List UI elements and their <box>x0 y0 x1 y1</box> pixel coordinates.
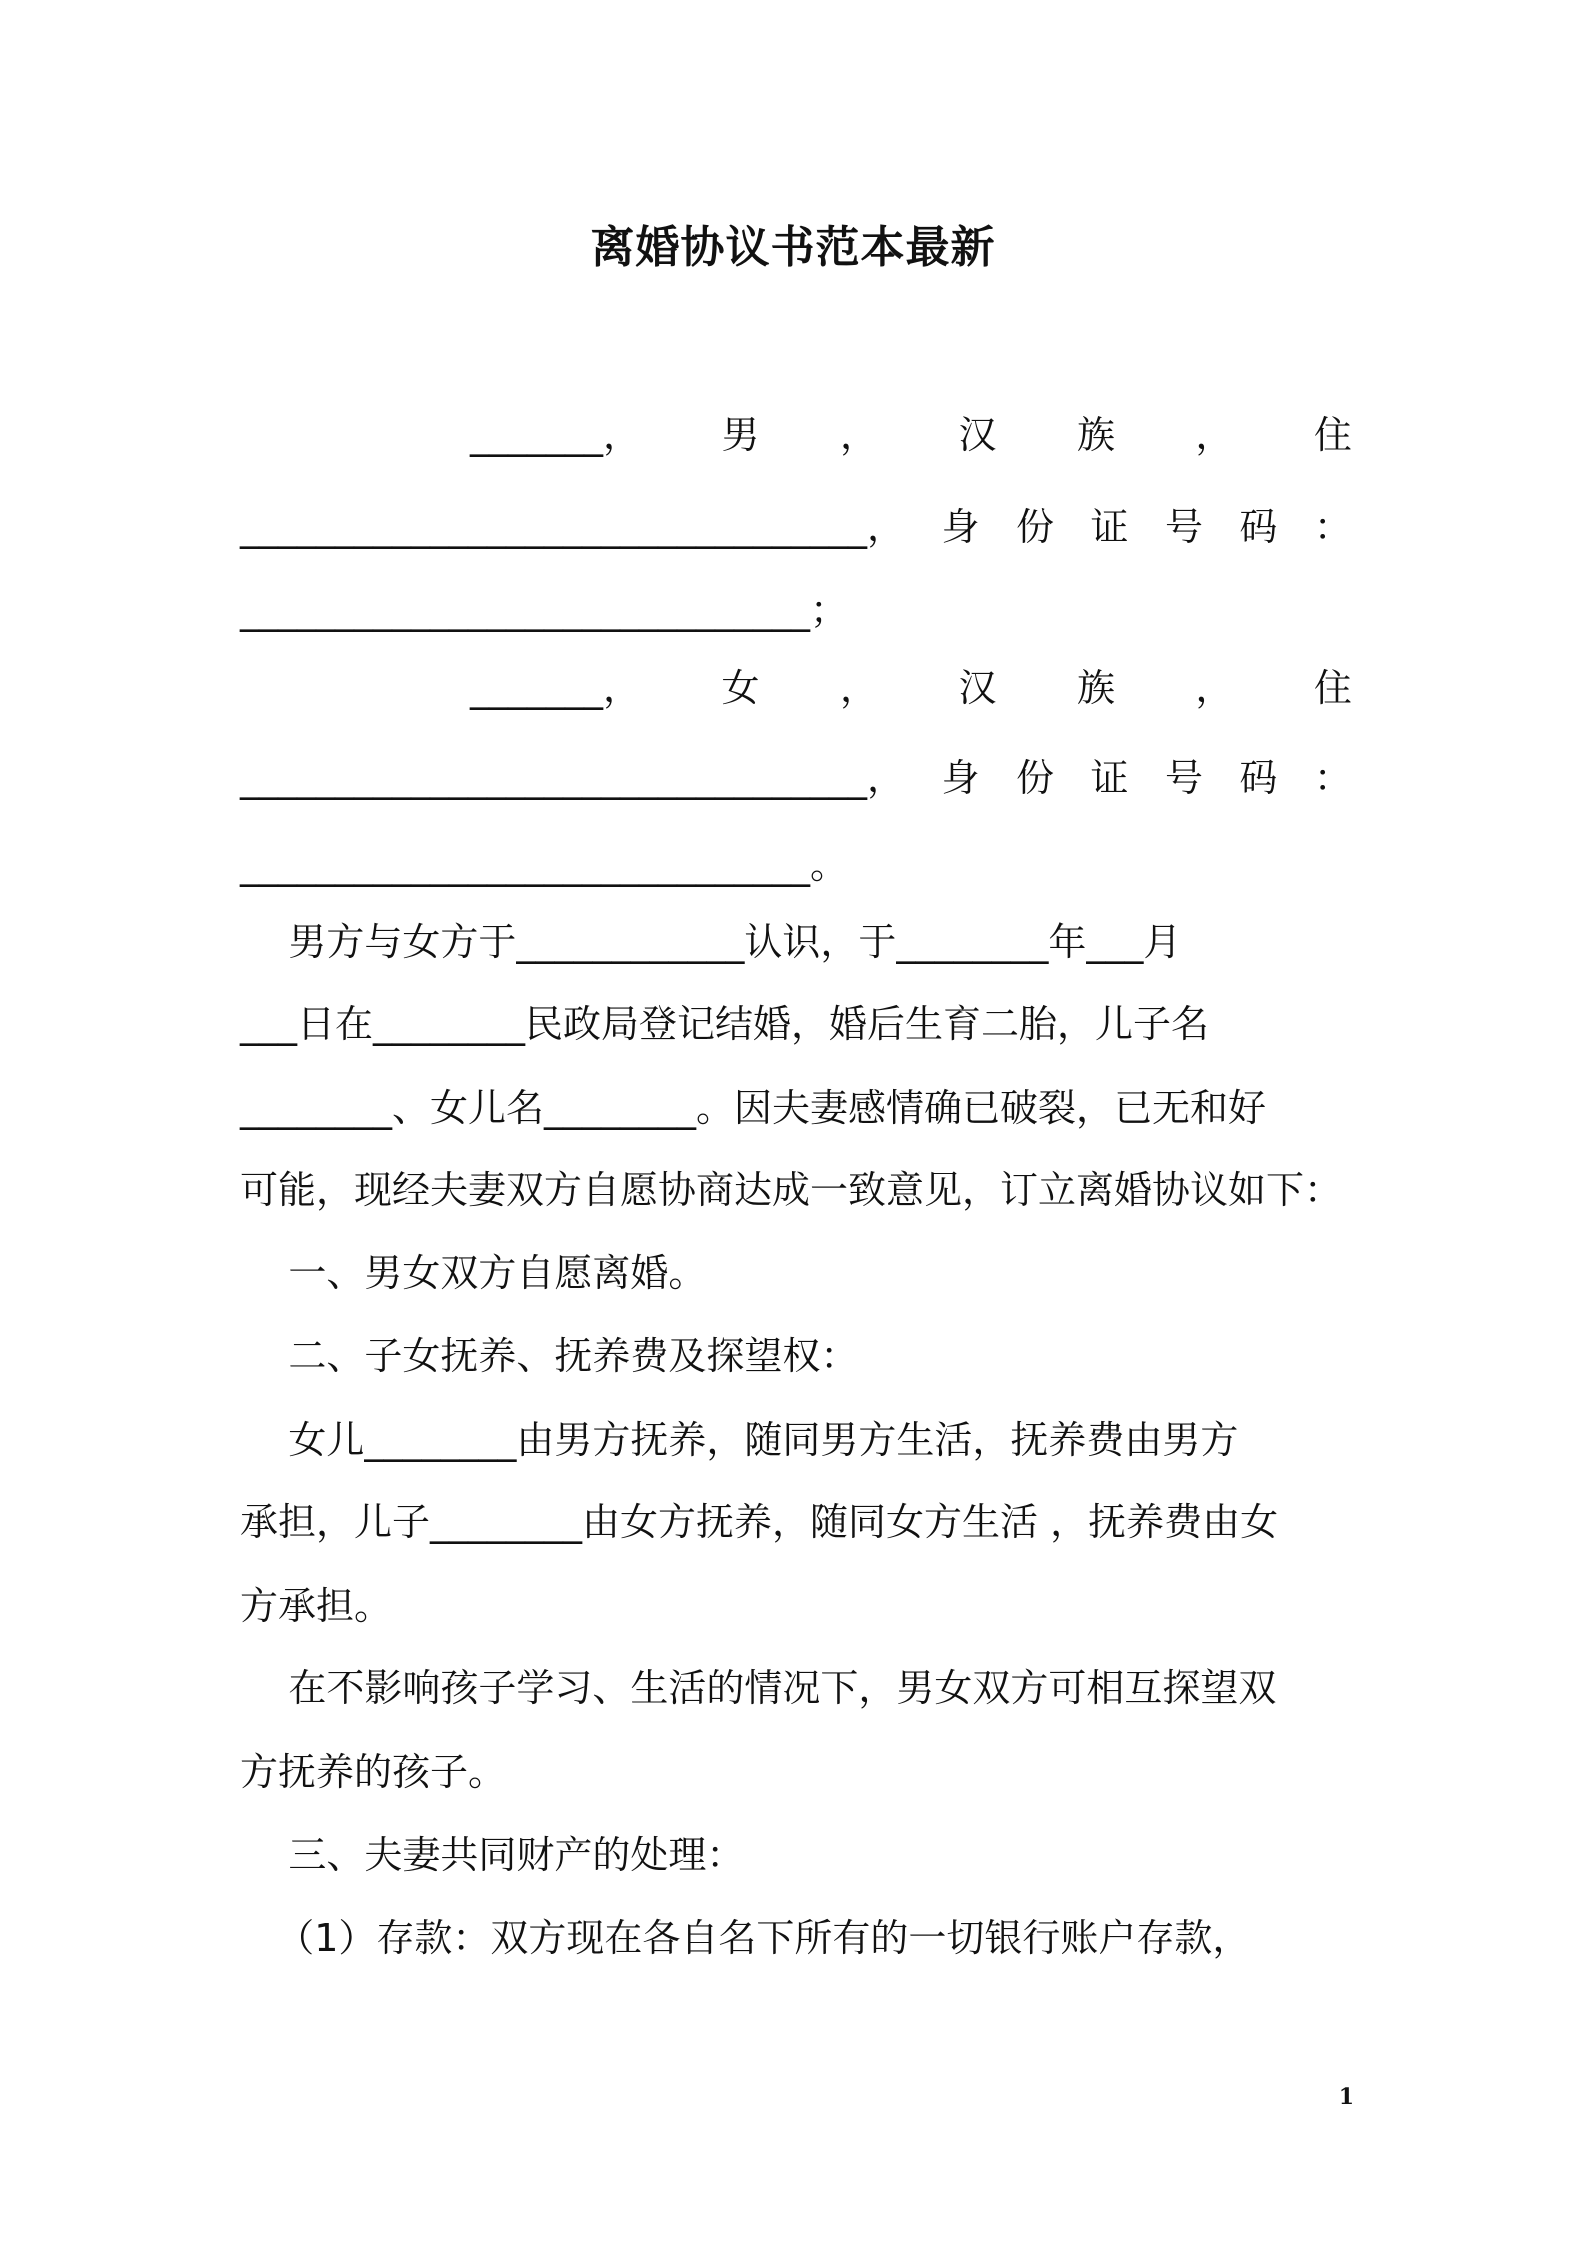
female-address-blank: _________________________________， <box>240 756 906 800</box>
id-label-char: 号 <box>1164 505 1203 549</box>
id-label-char: 身 <box>941 756 980 800</box>
residence-label: 住 <box>1313 413 1352 457</box>
id-label-colon: ： <box>1313 505 1352 549</box>
clause-heading-3: 三、夫妻共同财产的处理： <box>240 1833 745 1877</box>
female-gender: 女 <box>721 666 760 710</box>
residence-label: 住 <box>1313 666 1352 710</box>
id-label-char: 码 <box>1239 756 1278 800</box>
body-line: 方抚养的孩子。 <box>240 1750 507 1794</box>
id-label-colon: ： <box>1313 756 1352 800</box>
body-line: （1）存款：双方现在各自名下所有的一切银行账户存款， <box>240 1916 1251 1960</box>
female-party-line-2 <box>240 748 1352 808</box>
body-line: 女儿________由男方抚养，随同男方生活，抚养费由男方 <box>240 1418 1239 1462</box>
male-party-line-2 <box>240 497 1352 557</box>
ethnicity-char-2: 族 <box>1076 413 1115 457</box>
document-title: 离婚协议书范本最新 <box>590 222 996 273</box>
body-line: ___日在________民政局登记结婚，婚后生育二胎，儿子名 <box>240 1002 1210 1046</box>
id-label-char: 号 <box>1164 756 1203 800</box>
id-label-char: 身 <box>941 505 980 549</box>
male-id-blank: ______________________________； <box>240 588 849 632</box>
id-label-char: 份 <box>1015 756 1054 800</box>
body-line: 方承担。 <box>240 1584 393 1628</box>
separator-comma: ， <box>839 666 878 710</box>
separator-comma: ， <box>1195 413 1234 457</box>
body-line: 在不影响孩子学习、生活的情况下，男女双方可相互探望双 <box>240 1666 1277 1710</box>
separator-comma: ， <box>1195 666 1234 710</box>
body-line: 承担，儿子________由女方抚养，随同女方生活 ，抚养费由女 <box>240 1500 1279 1544</box>
id-label-char: 份 <box>1015 505 1054 549</box>
female-id-blank: ______________________________。 <box>240 843 849 887</box>
ethnicity-char-2: 族 <box>1076 666 1115 710</box>
male-party-line-1 <box>240 405 1352 465</box>
separator-comma: ， <box>839 413 878 457</box>
ethnicity-char-1: 汉 <box>958 413 997 457</box>
id-label-char: 证 <box>1090 505 1129 549</box>
body-line: 可能，现经夫妻双方自愿协商达成一致意见，订立离婚协议如下： <box>240 1168 1343 1212</box>
body-line: ________、女儿名________。因夫妻感情确已破裂，已无和好 <box>240 1086 1267 1130</box>
female-party-line-1 <box>240 658 1352 718</box>
body-line: 男方与女方于____________认识，于________年___月 <box>240 920 1182 964</box>
male-gender: 男 <box>721 413 760 457</box>
female-name-blank: _______， <box>470 666 642 710</box>
male-address-blank: _________________________________， <box>240 505 906 549</box>
ethnicity-char-1: 汉 <box>958 666 997 710</box>
id-label-char: 证 <box>1090 756 1129 800</box>
clause-heading-2: 二、子女抚养、抚养费及探望权： <box>240 1334 859 1378</box>
clause-heading-1: 一、男女双方自愿离婚。 <box>240 1251 707 1295</box>
id-label-char: 码 <box>1239 505 1278 549</box>
male-name-blank: _______， <box>470 413 642 457</box>
page-number: 1 <box>1338 2084 1354 2110</box>
